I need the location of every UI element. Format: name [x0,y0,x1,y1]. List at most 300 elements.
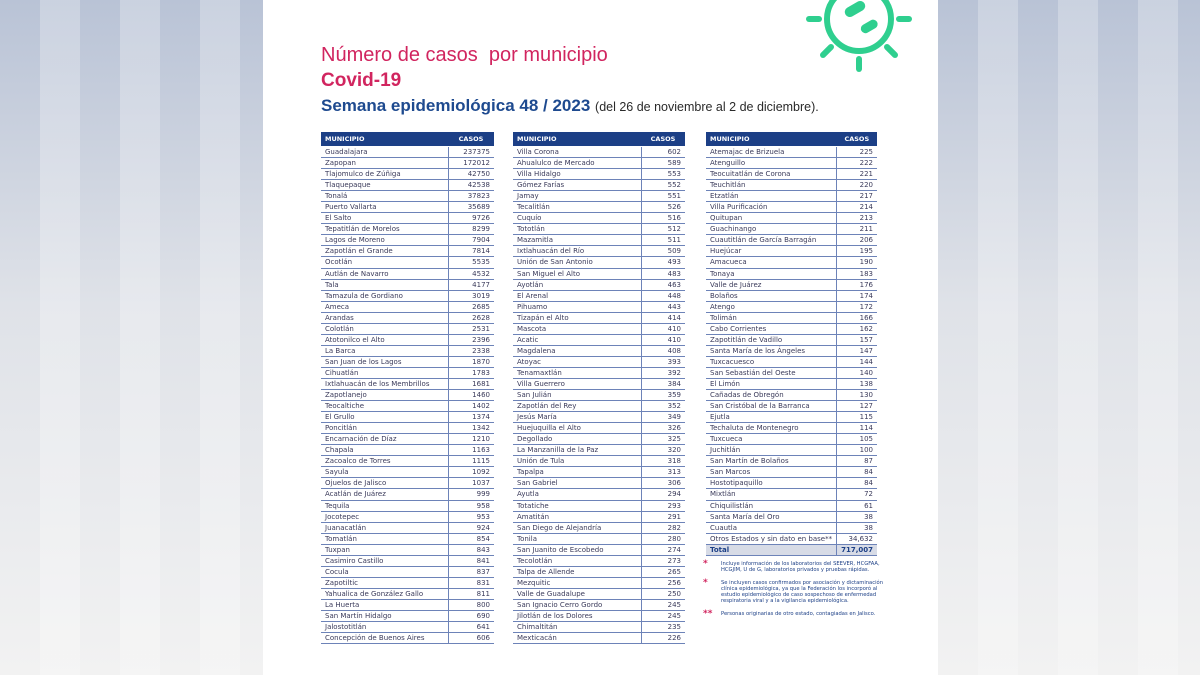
cases-table-3 [706,132,877,556]
casos-cell: 448 [641,290,685,301]
table-row [706,323,877,334]
municipio-cell: Jamay [513,191,641,202]
table-row [706,169,877,180]
casos-cell: 140 [837,367,877,378]
table-row [706,456,877,467]
casos-cell: 1092 [448,467,494,478]
casos-cell: 214 [837,202,877,213]
table-row [706,412,877,423]
municipio-cell: Arandas [321,312,448,323]
table-row [706,467,877,478]
table-row [321,467,494,478]
casos-cell: 493 [641,257,685,268]
municipio-cell: Ahualulco de Mercado [513,158,641,169]
table-row [321,268,494,279]
municipio-cell: Ameca [321,301,448,312]
casos-cell: 1870 [448,356,494,367]
casos-cell: 114 [837,423,877,434]
casos-cell: 280 [641,533,685,544]
casos-cell: 183 [837,268,877,279]
municipio-cell: Cuautitlán de García Barragán [706,235,837,246]
date-range: (del 26 de noviembre al 2 de diciembre). [595,100,819,114]
casos-cell: 100 [837,445,877,456]
casos-cell: 217 [837,191,877,202]
municipio-cell: Lagos de Moreno [321,235,448,246]
cases-table-2 [513,132,685,644]
municipio-cell: Sayula [321,467,448,478]
casos-cell: 443 [641,301,685,312]
municipio-cell: Mascota [513,323,641,334]
table-row [321,301,494,312]
municipio-cell: Talpa de Allende [513,566,641,577]
footnote-mark: ** [703,608,713,619]
table-row [513,533,685,544]
municipio-cell: Tenamaxtlán [513,367,641,378]
table-row [513,235,685,246]
casos-cell: 1037 [448,478,494,489]
casos-cell: 843 [448,544,494,555]
municipio-cell: El Salto [321,213,448,224]
municipio-cell: El Grullo [321,412,448,423]
casos-cell: 37823 [448,191,494,202]
casos-cell: 176 [837,279,877,290]
casos-cell: 2628 [448,312,494,323]
municipio-cell: Cihuatlán [321,367,448,378]
casos-cell: 393 [641,356,685,367]
table-row [321,566,494,577]
header-municipio: MUNICIPIO [321,132,448,147]
municipio-cell: Teuchitlán [706,180,837,191]
casos-cell: 226 [641,633,685,644]
casos-cell: 512 [641,224,685,235]
casos-cell: 72 [837,489,877,500]
footnote-mark: * [703,559,708,569]
casos-cell: 4177 [448,279,494,290]
casos-cell: 220 [837,180,877,191]
municipio-cell: Tala [321,279,448,290]
municipio-cell: Magdalena [513,345,641,356]
casos-cell: 526 [641,202,685,213]
municipio-cell: Jilotlán de los Dolores [513,610,641,621]
municipio-cell: Etzatlán [706,191,837,202]
table-row [706,235,877,246]
table-row [513,290,685,301]
table-row [513,301,685,312]
background-right [938,0,1200,675]
table-row [513,522,685,533]
casos-cell: 162 [837,323,877,334]
table-row [706,434,877,445]
table-row [321,246,494,257]
casos-cell: 352 [641,401,685,412]
table-row [513,577,685,588]
municipio-cell: Teocaltiche [321,401,448,412]
casos-cell: 1342 [448,423,494,434]
table-row [513,268,685,279]
municipio-cell: El Limón [706,378,837,389]
municipio-cell: Chiquilistlán [706,500,837,511]
casos-cell: 211 [837,224,877,235]
casos-cell: 144 [837,356,877,367]
municipio-cell: Tuxpan [321,544,448,555]
casos-cell: 414 [641,312,685,323]
table-row [321,378,494,389]
municipio-cell: Mezquitic [513,577,641,588]
municipio-cell: San Gabriel [513,478,641,489]
municipio-cell: El Arenal [513,290,641,301]
table-row [513,312,685,323]
municipio-cell: Ayutla [513,489,641,500]
casos-cell: 105 [837,434,877,445]
municipio-cell: Quitupan [706,213,837,224]
municipio-cell: Guadalajara [321,147,448,158]
table-row [321,622,494,633]
table-row [513,423,685,434]
municipio-cell: Teocuitatlán de Corona [706,169,837,180]
casos-cell: 138 [837,378,877,389]
casos-cell: 384 [641,378,685,389]
municipio-cell: Degollado [513,434,641,445]
table-row [513,323,685,334]
municipio-cell: San Julián [513,390,641,401]
casos-cell: 9726 [448,213,494,224]
municipio-cell: Tomatlán [321,533,448,544]
table-row [706,301,877,312]
casos-cell: 410 [641,323,685,334]
municipio-cell: San Juan de los Lagos [321,356,448,367]
casos-cell: 237375 [448,147,494,158]
table-row [706,334,877,345]
municipio-cell: Villa Purificación [706,202,837,213]
municipio-cell: Atengo [706,301,837,312]
table-row [321,577,494,588]
table-row [706,478,877,489]
table-row [706,345,877,356]
casos-cell: 924 [448,522,494,533]
table-row [513,356,685,367]
casos-cell: 854 [448,533,494,544]
municipio-cell: Jalostotitlán [321,622,448,633]
table-row [321,191,494,202]
table-row [513,213,685,224]
table-row [706,533,877,544]
municipio-cell: Tolimán [706,312,837,323]
table-row [321,555,494,566]
table-row [513,279,685,290]
municipio-cell: Tequila [321,500,448,511]
table-row [513,378,685,389]
casos-cell: 35689 [448,202,494,213]
municipio-cell: La Barca [321,345,448,356]
municipio-cell: Zapotlanejo [321,390,448,401]
header-casos: CASOS [641,132,685,147]
casos-cell: 589 [641,158,685,169]
municipio-cell: Cocula [321,566,448,577]
casos-cell: 831 [448,577,494,588]
casos-cell: 84 [837,478,877,489]
table-row [321,257,494,268]
municipio-cell: Tepatitlán de Morelos [321,224,448,235]
municipio-cell: Unión de Tula [513,456,641,467]
municipio-cell: Tototlán [513,224,641,235]
table-row [321,633,494,644]
municipio-cell: San Cristóbal de la Barranca [706,401,837,412]
municipio-cell: Encarnación de Díaz [321,434,448,445]
municipio-cell: Cuautla [706,522,837,533]
casos-cell: 3019 [448,290,494,301]
municipio-cell: Tonalá [321,191,448,202]
table-row [706,290,877,301]
casos-cell: 4532 [448,268,494,279]
casos-cell: 551 [641,191,685,202]
table-row [513,390,685,401]
table-row [513,456,685,467]
table-row [513,599,685,610]
table-row [513,588,685,599]
municipio-cell: San Diego de Alejandría [513,522,641,533]
casos-cell: 2338 [448,345,494,356]
casos-cell: 7904 [448,235,494,246]
page-title: Número de casos por municipio [321,44,608,66]
municipio-cell: Gómez Farías [513,180,641,191]
table-row [321,401,494,412]
municipio-cell: Acatic [513,334,641,345]
municipio-cell: Cuquío [513,213,641,224]
table-row [321,522,494,533]
table-row [706,378,877,389]
table-row [321,290,494,301]
municipio-cell: Tecolotlán [513,555,641,566]
municipio-cell: Tonila [513,533,641,544]
table-row [321,511,494,522]
casos-cell: 256 [641,577,685,588]
casos-cell: 958 [448,500,494,511]
footnote-text: Se incluyen casos confirmados por asociación y dictaminación clínica epidemiológica, ya que la Federación los incorporó al estudio epidemiológico de caso sospechoso de enfermedad respiratoria viral y a la vigilancia epidemiológica. [721,579,883,605]
header-casos: CASOS [448,132,494,147]
casos-cell: 127 [837,401,877,412]
table-row [513,147,685,158]
casos-cell: 553 [641,169,685,180]
table-row [321,323,494,334]
municipio-cell: Mixtlán [706,489,837,500]
casos-cell: 408 [641,345,685,356]
table-row [513,401,685,412]
table-row [706,445,877,456]
casos-cell: 274 [641,544,685,555]
casos-cell: 811 [448,588,494,599]
municipio-cell: Cañadas de Obregón [706,390,837,401]
table-row [321,334,494,345]
casos-cell: 1163 [448,445,494,456]
casos-cell: 2685 [448,301,494,312]
municipio-cell: Huejuquilla el Alto [513,423,641,434]
casos-cell: 349 [641,412,685,423]
municipio-cell: Casimiro Castillo [321,555,448,566]
municipio-cell: Villa Guerrero [513,378,641,389]
table-row [513,158,685,169]
municipio-cell: Villa Hidalgo [513,169,641,180]
casos-cell: 2396 [448,334,494,345]
casos-cell: 5535 [448,257,494,268]
footnote [703,577,893,605]
casos-cell: 606 [448,633,494,644]
casos-cell: 1374 [448,412,494,423]
municipio-cell: Ixtlahuacán del Río [513,246,641,257]
municipio-cell: Acatlán de Juárez [321,489,448,500]
casos-cell: 282 [641,522,685,533]
municipio-cell: Villa Corona [513,147,641,158]
table-row [513,412,685,423]
casos-cell: 42538 [448,180,494,191]
casos-cell: 87 [837,456,877,467]
municipio-cell: Huejúcar [706,246,837,257]
footnotes [703,561,893,624]
casos-cell: 800 [448,599,494,610]
page-subtitle: Covid-19 [321,70,402,91]
table-row [706,423,877,434]
casos-cell: 38 [837,522,877,533]
table-row [513,610,685,621]
table-row [706,257,877,268]
casos-cell: 306 [641,478,685,489]
municipio-cell: Atoyac [513,356,641,367]
municipio-cell: Zapotlán el Grande [321,246,448,257]
municipio-cell: Atotonilco el Alto [321,334,448,345]
casos-cell: 42750 [448,169,494,180]
municipio-cell: La Huerta [321,599,448,610]
municipio-cell: Techaluta de Montenegro [706,423,837,434]
header-casos: CASOS [837,132,877,147]
municipio-cell: Jesús María [513,412,641,423]
municipio-cell: Guachinango [706,224,837,235]
casos-cell: 1460 [448,390,494,401]
table-row [706,522,877,533]
casos-cell: 1681 [448,378,494,389]
table-row [513,169,685,180]
casos-cell: 552 [641,180,685,191]
table-row [706,500,877,511]
table-row [706,312,877,323]
municipio-cell: Tlajomulco de Zúñiga [321,169,448,180]
municipio-cell: Amatitán [513,511,641,522]
casos-cell: 1402 [448,401,494,412]
municipio-cell: Autlán de Navarro [321,268,448,279]
municipio-cell: Valle de Guadalupe [513,588,641,599]
casos-cell: 172012 [448,158,494,169]
casos-cell: 837 [448,566,494,577]
header-municipio: MUNICIPIO [513,132,641,147]
table-row [321,158,494,169]
table-row [513,246,685,257]
casos-cell: 1783 [448,367,494,378]
casos-cell: 392 [641,367,685,378]
background-left [0,0,263,675]
table-row [321,235,494,246]
table-row [321,610,494,621]
casos-cell: 265 [641,566,685,577]
table-row [321,445,494,456]
total-value: 717,007 [837,544,877,555]
municipio-cell: Bolaños [706,290,837,301]
table-row [321,599,494,610]
footnote-mark: * [703,577,708,588]
table-row [706,180,877,191]
document-page [263,0,938,675]
casos-cell: 61 [837,500,877,511]
municipio-cell: Otros Estados y sin dato en base** [706,533,837,544]
table-row [321,588,494,599]
table-row [321,544,494,555]
casos-cell: 206 [837,235,877,246]
casos-cell: 516 [641,213,685,224]
municipio-cell: Totatiche [513,500,641,511]
table-row [321,478,494,489]
casos-cell: 190 [837,257,877,268]
municipio-cell: Tamazula de Gordiano [321,290,448,301]
casos-cell: 38 [837,511,877,522]
municipio-cell: Zacoalco de Torres [321,456,448,467]
table-row [321,180,494,191]
casos-cell: 7814 [448,246,494,257]
municipio-cell: Jocotepec [321,511,448,522]
casos-cell: 221 [837,169,877,180]
table-row [513,434,685,445]
table-row [513,511,685,522]
municipio-cell: Atenguillo [706,158,837,169]
casos-cell: 130 [837,390,877,401]
casos-cell: 1115 [448,456,494,467]
table-row [321,489,494,500]
municipio-cell: Cabo Corrientes [706,323,837,334]
municipio-cell: Yahualica de González Gallo [321,588,448,599]
table-row [513,334,685,345]
table-row [513,544,685,555]
casos-cell: 318 [641,456,685,467]
casos-cell: 8299 [448,224,494,235]
municipio-cell: Hostotipaquillo [706,478,837,489]
municipio-cell: Amacueca [706,257,837,268]
casos-cell: 172 [837,301,877,312]
table-row [706,356,877,367]
municipio-cell: Chimaltitán [513,622,641,633]
casos-cell: 313 [641,467,685,478]
municipio-cell: Colotlán [321,323,448,334]
casos-cell: 34,632 [837,533,877,544]
table-row [513,467,685,478]
casos-cell: 953 [448,511,494,522]
municipio-cell: Unión de San Antonio [513,257,641,268]
table-row [706,213,877,224]
municipio-cell: Santa María de los Ángeles [706,345,837,356]
table-row [513,367,685,378]
table-row [321,367,494,378]
table-row [706,158,877,169]
casos-cell: 2531 [448,323,494,334]
municipio-cell: San Marcos [706,467,837,478]
municipio-cell: San Miguel el Alto [513,268,641,279]
table-row [321,412,494,423]
table-row [706,367,877,378]
table-row [321,213,494,224]
table-row [513,566,685,577]
municipio-cell: Juanacatlán [321,522,448,533]
table-row [321,345,494,356]
municipio-cell: San Martín de Bolaños [706,456,837,467]
municipio-cell: Pihuamo [513,301,641,312]
municipio-cell: Zapotlán del Rey [513,401,641,412]
municipio-cell: San Ignacio Cerro Gordo [513,599,641,610]
table-row [321,224,494,235]
